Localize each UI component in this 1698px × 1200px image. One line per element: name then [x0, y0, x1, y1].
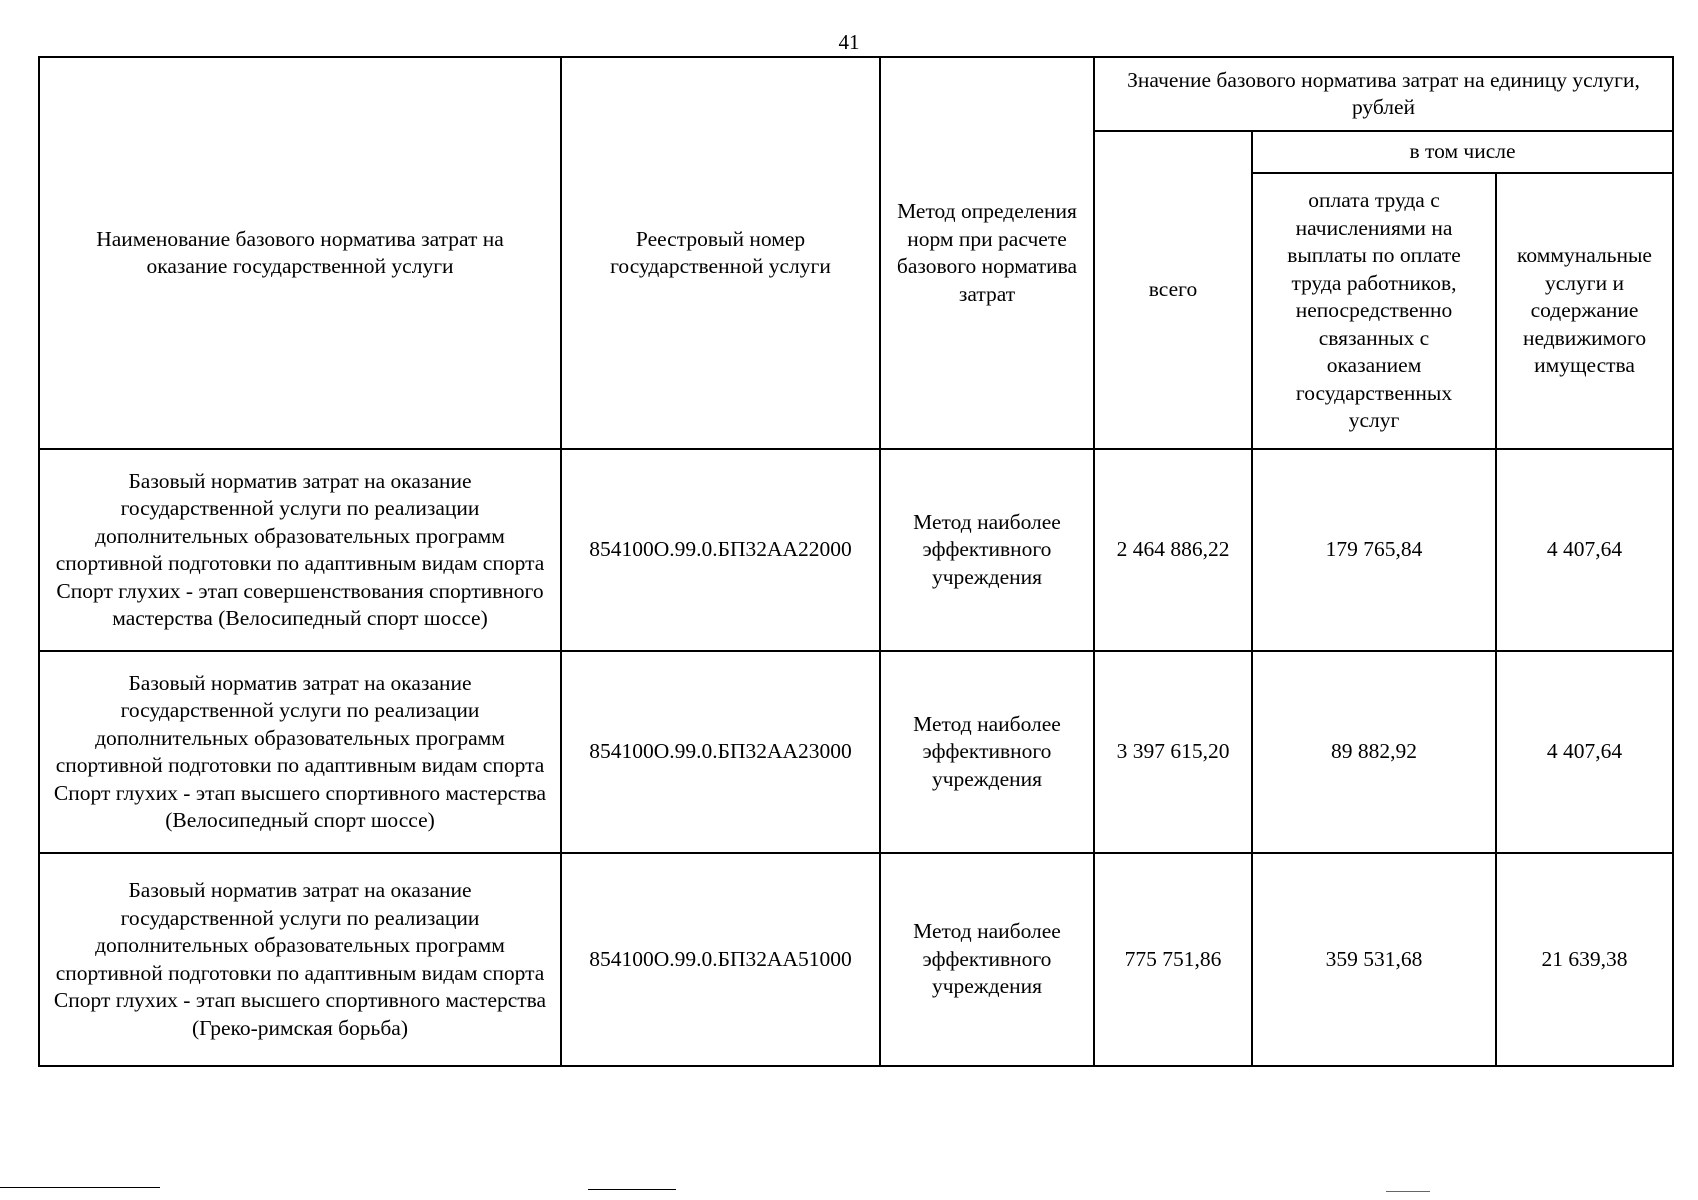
row-labor: 89 882,92 — [1252, 651, 1496, 853]
row-utilities: 4 407,64 — [1496, 449, 1673, 651]
header-including: в том числе — [1252, 131, 1673, 173]
header-utilities: коммунальные услуги и содержание недвижимого имущества — [1496, 173, 1673, 449]
footer-rule-middle — [588, 1189, 676, 1190]
row-registry: 854100О.99.0.БП32АА51000 — [561, 853, 880, 1066]
header-total: всего — [1094, 131, 1252, 449]
row-name: Базовый норматив затрат на оказание государственной услуги по реализации дополнительных образовательных программ спортивной подготовки по адаптивным видам спорта Спорт глухих - этап высшего спортивного мастерства (Греко-римская борьба) — [39, 853, 561, 1066]
row-labor: 359 531,68 — [1252, 853, 1496, 1066]
header-value-group: Значение базового норматива затрат на единицу услуги, рублей — [1094, 57, 1673, 131]
header-name: Наименование базового норматива затрат на оказание государственной услуги — [39, 57, 561, 449]
table-row — [39, 449, 1673, 651]
row-name: Базовый норматив затрат на оказание государственной услуги по реализации дополнительных образовательных программ спортивной подготовки по адаптивным видам спорта Спорт глухих - этап высшего спортивного мастерства (Велосипедный спорт шоссе) — [39, 651, 561, 853]
row-method: Метод наиболее эффективного учреждения — [880, 449, 1094, 651]
page-number: 41 — [838, 30, 860, 54]
row-total: 775 751,86 — [1094, 853, 1252, 1066]
table-row — [39, 651, 1673, 853]
row-registry: 854100О.99.0.БП32АА23000 — [561, 651, 880, 853]
row-method: Метод наиболее эффективного учреждения — [880, 651, 1094, 853]
header-registry: Реестровый номер государственной услуги — [561, 57, 880, 449]
row-utilities: 21 639,38 — [1496, 853, 1673, 1066]
footer-rule-left — [0, 1187, 160, 1188]
row-registry: 854100О.99.0.БП32АА22000 — [561, 449, 880, 651]
header-method: Метод определения норм при расчете базового норматива затрат — [880, 57, 1094, 449]
header-row-1 — [39, 57, 1673, 131]
table-row — [39, 853, 1673, 1066]
cost-norm-table — [38, 56, 1674, 1067]
row-name: Базовый норматив затрат на оказание государственной услуги по реализации дополнительных образовательных программ спортивной подготовки по адаптивным видам спорта Спорт глухих - этап совершенствования спортивного мастерства (Велосипедный спорт шоссе) — [39, 449, 561, 651]
footer-rule-right — [1386, 1191, 1430, 1192]
row-total: 3 397 615,20 — [1094, 651, 1252, 853]
row-utilities: 4 407,64 — [1496, 651, 1673, 853]
row-total: 2 464 886,22 — [1094, 449, 1252, 651]
header-labor: оплата труда с начислениями на выплаты по оплате труда работников, непосредственно связанных с оказанием государственных услуг — [1252, 173, 1496, 449]
row-method: Метод наиболее эффективного учреждения — [880, 853, 1094, 1066]
row-labor: 179 765,84 — [1252, 449, 1496, 651]
